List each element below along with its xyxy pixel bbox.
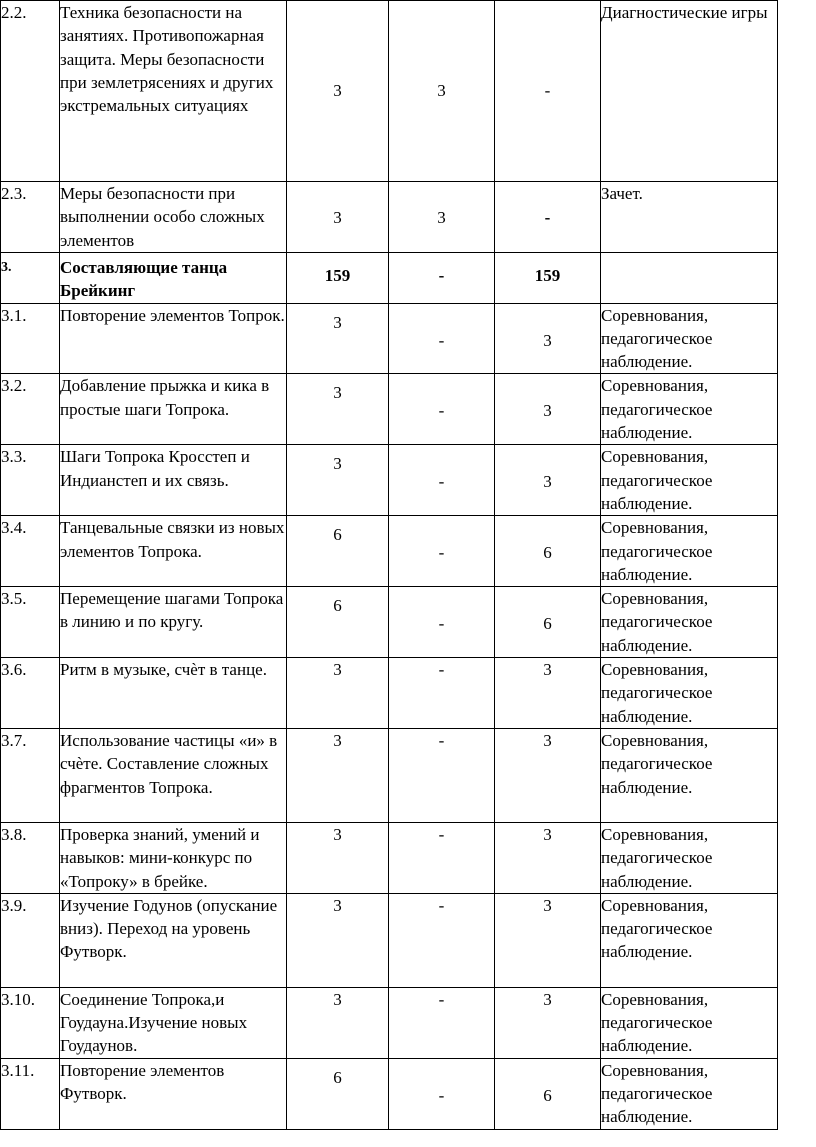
practice-hours: 3 <box>543 401 552 421</box>
total-hours: 3 <box>333 383 342 403</box>
total-hours: 6 <box>333 1067 342 1087</box>
assessment-form: Соревнования, педагогическое наблюдение. <box>601 987 778 1058</box>
topic-title: Добавление прыжка и кика в простые шаги Топрока. <box>60 374 287 445</box>
table-row <box>1 587 778 658</box>
table-row <box>1 728 778 822</box>
row-number: 2.3. <box>1 182 60 253</box>
theory-hours: - <box>438 660 445 680</box>
assessment-form: Соревнования, педагогическое наблюдение. <box>601 303 778 374</box>
row-number: 3.4. <box>1 516 60 587</box>
total-hours: 3 <box>333 989 342 1009</box>
topic-title: Проверка знаний, умений и навыков: мини-конкурс по «Топроку» в брейке. <box>60 822 287 893</box>
total-hours: 3 <box>333 660 342 680</box>
total-hours: 159 <box>324 266 351 285</box>
topic-title: Ритм в музыке, счѐт в танце. <box>60 658 287 729</box>
practice-hours: 159 <box>534 266 561 285</box>
topic-title: Повторение элементов Футворк. <box>60 1058 287 1129</box>
table-row <box>1 822 778 893</box>
theory-hours: - <box>438 543 445 563</box>
assessment-form: Соревнования, педагогическое наблюдение. <box>601 374 778 445</box>
row-number: 3.2. <box>1 374 60 445</box>
assessment-form: Зачет. <box>601 182 778 253</box>
theory-hours: - <box>438 401 445 421</box>
row-number: 3.9. <box>1 893 60 987</box>
row-number: 3.8. <box>1 822 60 893</box>
practice-hours: - <box>544 208 551 227</box>
row-number: 2.2. <box>1 1 60 182</box>
row-number: 3.7. <box>1 728 60 822</box>
practice-hours: 3 <box>543 895 552 915</box>
total-hours: 3 <box>333 454 342 474</box>
theory-hours: - <box>438 989 445 1009</box>
theory-hours: - <box>438 330 445 350</box>
section-number: 3. <box>1 253 60 304</box>
table-row <box>1 1058 778 1129</box>
assessment-form: Соревнования, педагогическое наблюдение. <box>601 658 778 729</box>
theory-hours: 3 <box>437 208 446 227</box>
table-row <box>1 658 778 729</box>
topic-title: Меры безопасности при выполнении особо сложных элементов <box>60 182 287 253</box>
total-hours: 3 <box>333 730 342 750</box>
topic-title: Повторение элементов Топрок. <box>60 303 287 374</box>
total-hours: 3 <box>333 312 342 332</box>
theory-hours: - <box>438 472 445 492</box>
practice-hours: 3 <box>543 824 552 844</box>
table-row <box>1 1 778 182</box>
practice-hours: 3 <box>543 989 552 1009</box>
topic-title: Использование частицы «и» в счѐте. Составление сложных фрагментов Топрока. <box>60 728 287 822</box>
practice-hours: 6 <box>543 1085 552 1105</box>
assessment-form: Соревнования, педагогическое наблюдение. <box>601 822 778 893</box>
section-row <box>1 253 778 304</box>
row-number: 3.11. <box>1 1058 60 1129</box>
topic-title: Техника безопасности на занятиях. Противопожарная защита. Меры безопасности при землетрясениях и других экстремальных ситуациях <box>60 1 287 182</box>
assessment-form: Соревнования, педагогическое наблюдение. <box>601 893 778 987</box>
total-hours: 3 <box>333 208 342 227</box>
assessment-form: Соревнования, педагогическое наблюдение. <box>601 1058 778 1129</box>
total-hours: 3 <box>333 824 342 844</box>
table-row <box>1 303 778 374</box>
assessment-form: Соревнования, педагогическое наблюдение. <box>601 587 778 658</box>
total-hours: 3 <box>333 81 342 100</box>
topic-title: Изучение Годунов (опускание вниз). Переход на уровень Футворк. <box>60 893 287 987</box>
practice-hours: 3 <box>543 660 552 680</box>
section-title: Составляющие танца Брейкинг <box>60 253 287 304</box>
practice-hours: 3 <box>543 330 552 350</box>
assessment-form: Соревнования, педагогическое наблюдение. <box>601 516 778 587</box>
theory-hours: 3 <box>437 81 446 100</box>
theory-hours: - <box>438 1085 445 1105</box>
row-number: 3.5. <box>1 587 60 658</box>
assessment-form: Диагностические игры <box>601 1 778 182</box>
topic-title: Шаги Топрока Кросстеп и Индианстеп и их связь. <box>60 445 287 516</box>
practice-hours: 3 <box>543 472 552 492</box>
total-hours: 6 <box>333 525 342 545</box>
row-number: 3.3. <box>1 445 60 516</box>
topic-title: Соединение Топрока,и Гоудауна.Изучение новых Гоудаунов. <box>60 987 287 1058</box>
row-number: 3.10. <box>1 987 60 1058</box>
practice-hours: 6 <box>543 543 552 563</box>
theory-hours: - <box>438 824 445 844</box>
theory-hours: - <box>438 266 445 285</box>
table-row <box>1 445 778 516</box>
table-row <box>1 987 778 1058</box>
practice-hours: 3 <box>543 730 552 750</box>
table-row <box>1 182 778 253</box>
topic-title: Перемещение шагами Топрока в линию и по кругу. <box>60 587 287 658</box>
assessment-form: Соревнования, педагогическое наблюдение. <box>601 445 778 516</box>
theory-hours: - <box>438 614 445 634</box>
table-row <box>1 374 778 445</box>
table-row <box>1 516 778 587</box>
total-hours: 6 <box>333 596 342 616</box>
theory-hours: - <box>438 895 445 915</box>
practice-hours: 6 <box>543 614 552 634</box>
total-hours: 3 <box>333 895 342 915</box>
assessment-form <box>601 253 778 304</box>
theory-hours: - <box>438 730 445 750</box>
row-number: 3.1. <box>1 303 60 374</box>
topic-title: Танцевальные связки из новых элементов Топрока. <box>60 516 287 587</box>
table-row <box>1 893 778 987</box>
assessment-form: Соревнования, педагогическое наблюдение. <box>601 728 778 822</box>
practice-hours: - <box>544 81 551 100</box>
row-number: 3.6. <box>1 658 60 729</box>
